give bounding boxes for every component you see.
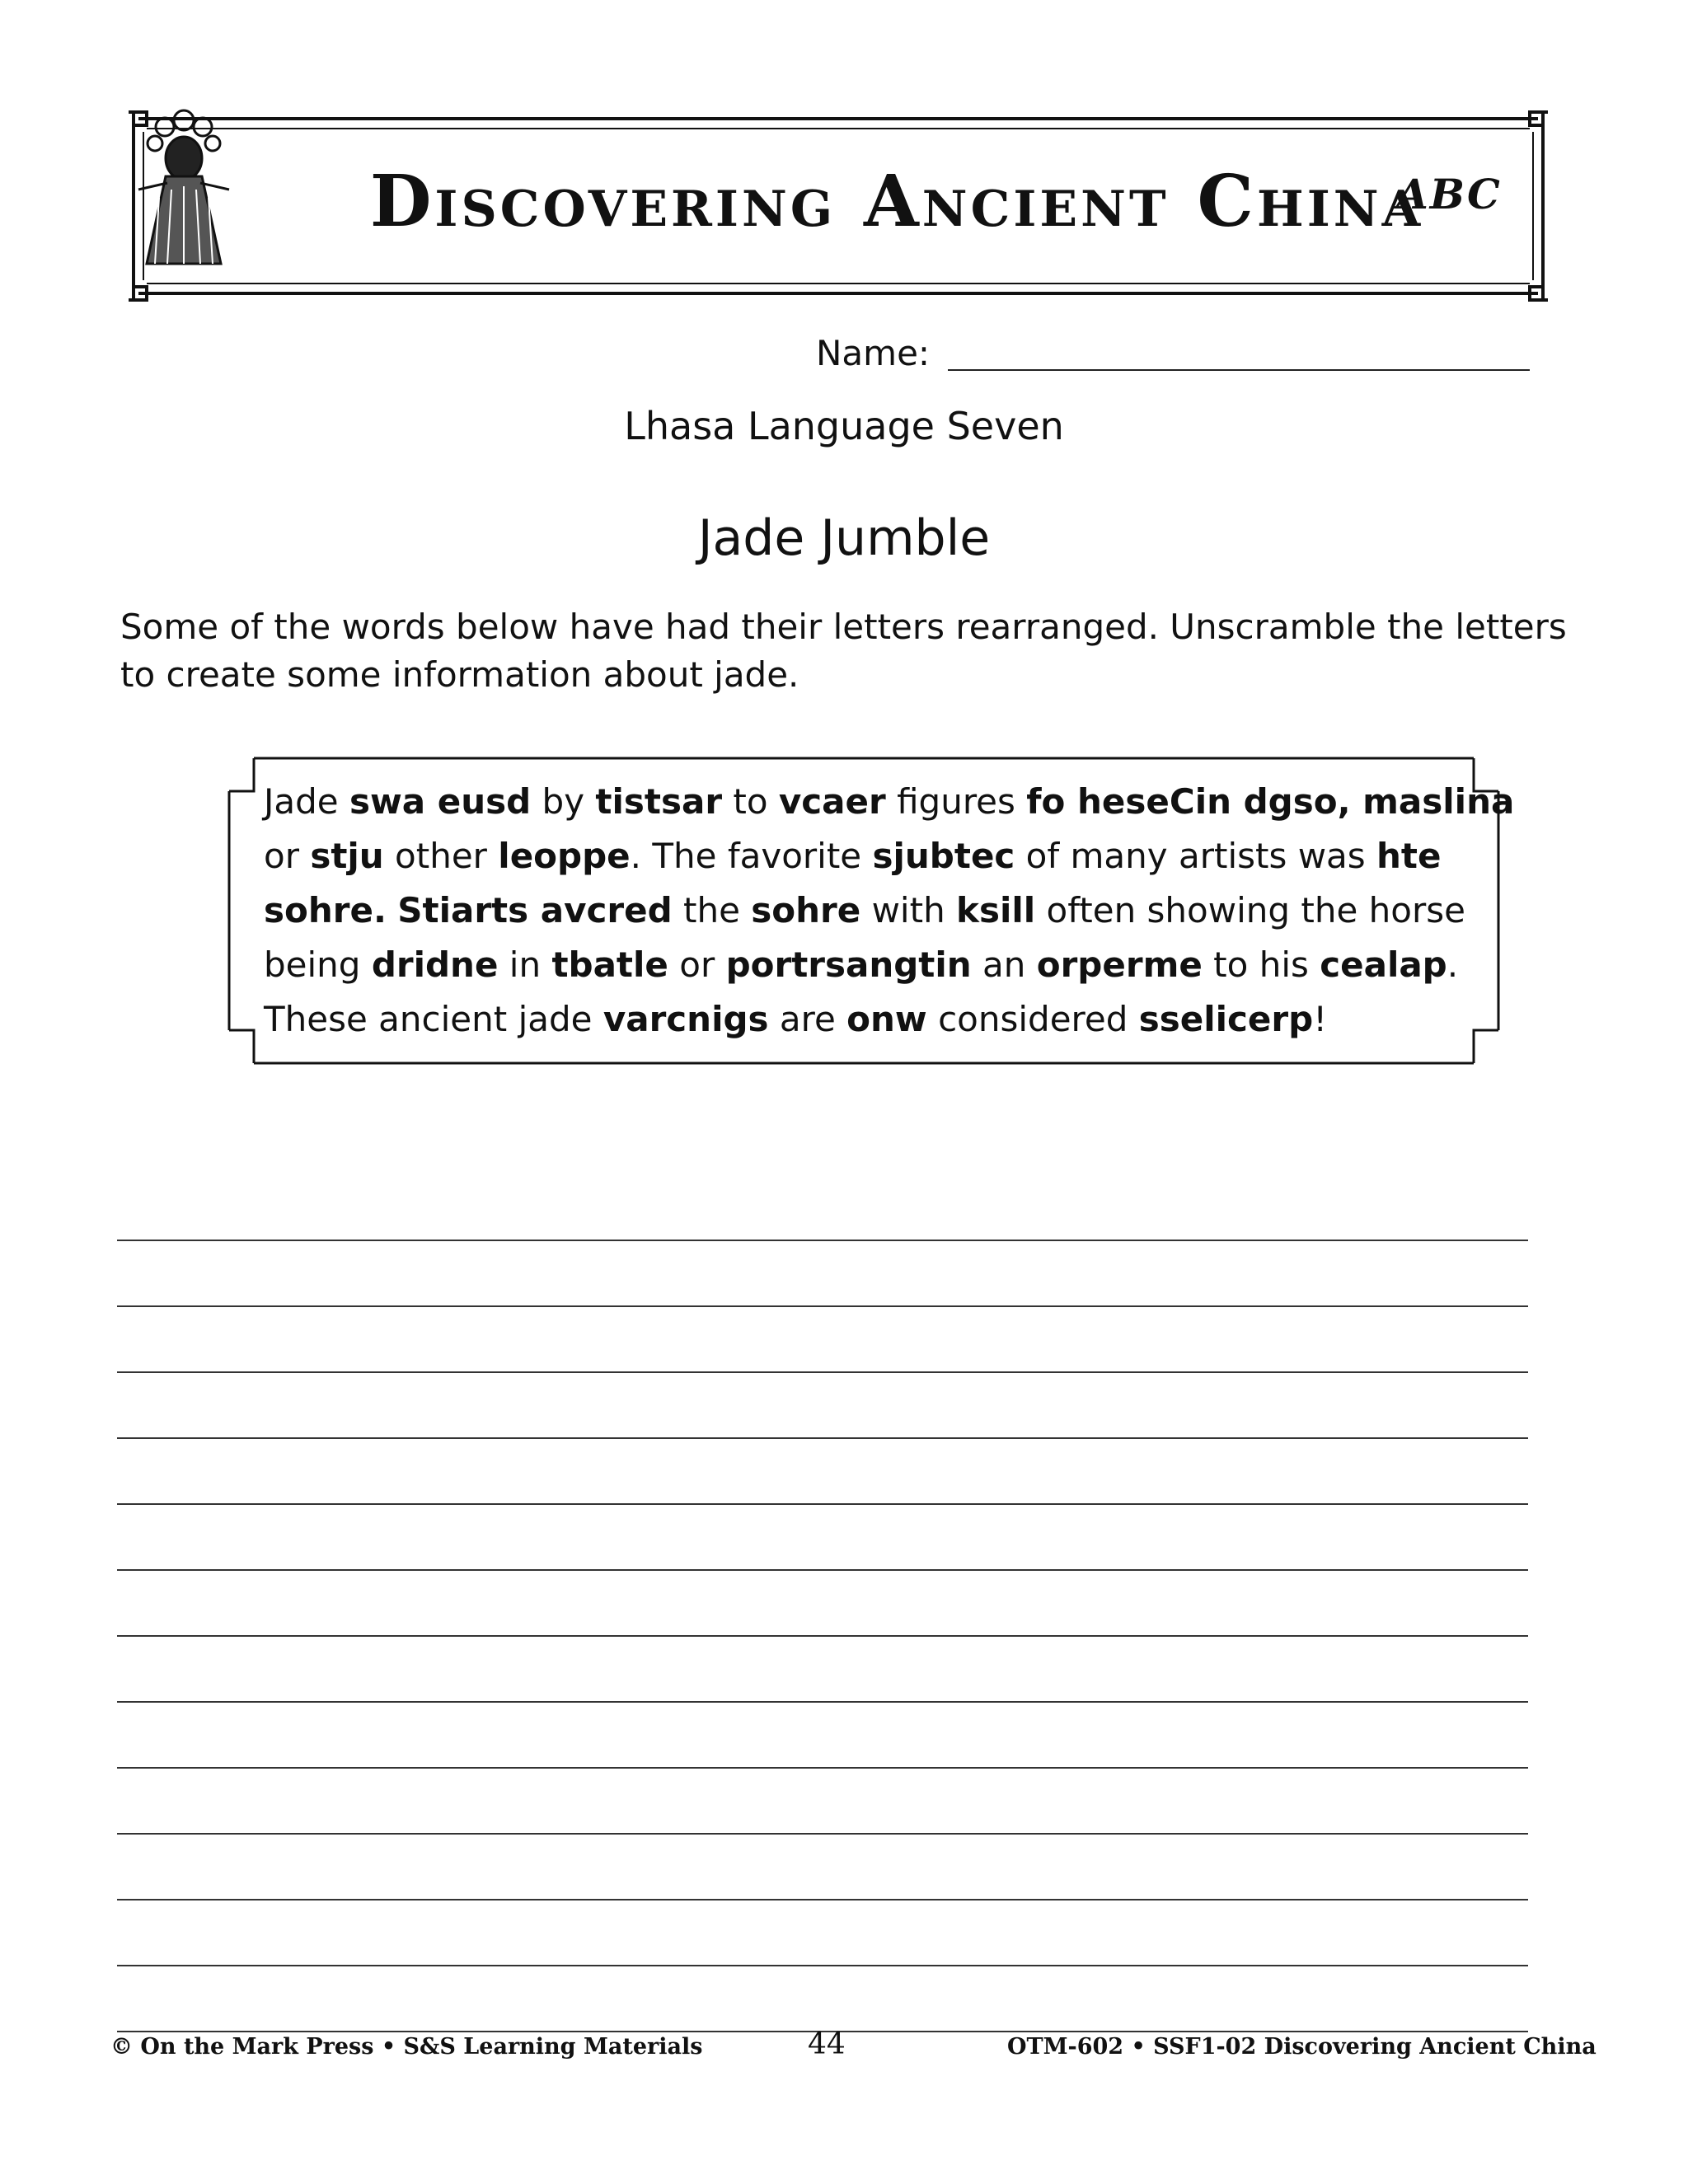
scrambled-word: onw [846,999,927,1039]
scrambled-word: swa eusd [349,781,532,822]
passage-text: are [768,999,847,1039]
passage-text: the [672,890,752,930]
answer-lines[interactable] [117,1175,1528,2032]
scrambled-word: sjubtec [872,836,1015,876]
passage-text: other [383,836,499,876]
subtitle: Lhasa Language Seven [624,404,1064,448]
passage-text: . These ancient jade [264,944,1459,1039]
passage-text: to his [1202,944,1320,985]
scrambled-word: tbatle [551,944,668,985]
passage-text: figures [885,781,1027,822]
passage-text: of many artists was [1015,836,1377,876]
answer-line[interactable] [117,1505,1528,1571]
answer-line[interactable] [117,1571,1528,1637]
scrambled-word: cealap [1320,944,1447,985]
passage-text: with [860,890,957,930]
answer-line[interactable] [117,1703,1528,1769]
answer-line[interactable] [117,1175,1528,1241]
scrambled-word: varcnigs [603,999,769,1039]
passage-text: considered [926,999,1139,1039]
answer-line[interactable] [117,1307,1528,1373]
scrambled-word: leoppe [498,836,631,876]
name-field[interactable] [948,369,1530,371]
header-title: Discovering Ancient China [369,160,1424,243]
scrambled-passage [264,775,1517,1047]
passage-text: an [971,944,1037,985]
footer-copyright: © On the Mark Press • S&S Learning Materials [110,2034,703,2060]
passage-text: to [722,781,779,822]
passage-text: or [264,836,311,876]
scrambled-word: hte sohre. [264,836,1442,930]
passage-text: ! [1313,999,1328,1039]
answer-line[interactable] [117,1373,1528,1439]
passage-text: often showing the horse being [264,890,1465,985]
answer-line[interactable] [117,1637,1528,1703]
scrambled-word: stju [310,836,384,876]
answer-line[interactable] [117,1439,1528,1505]
footer-product-code: OTM-602 • SSF1-02 Discovering Ancient China [1007,2034,1597,2060]
scrambled-word: orperme [1036,944,1203,985]
scrambled-word: ksill [956,890,1036,930]
scrambled-word: vcaer [778,781,886,822]
passage-text [387,890,397,930]
answer-line[interactable] [117,1966,1528,2032]
opera-figure-icon [122,107,246,272]
answer-line[interactable] [117,1835,1528,1900]
page-number: 44 [808,2027,846,2061]
instructions: Some of the words below have had their letters rearranged. Unscramble the letters to create some information about jade. [120,607,1567,695]
passage-text: or [668,944,726,985]
passage-text: Jade [264,781,349,822]
name-label: Name: [816,333,931,373]
passage-text: . The favorite [630,836,873,876]
scrambled-word: Stiarts avcred [397,890,673,930]
scrambled-word: fo heseCin dgso, maslina [1026,781,1515,822]
scrambled-word: portrsangtin [725,944,972,985]
passage-text: by [531,781,596,822]
scrambled-word: sohre [751,890,861,930]
header-banner [122,107,1554,305]
scrambled-word: sselicerp [1138,999,1314,1039]
scrambled-word: dridne [371,944,499,985]
answer-line[interactable] [117,1769,1528,1835]
answer-line[interactable] [117,1900,1528,1966]
scrambled-word: tistsar [595,781,723,822]
worksheet-title: Jade Jumble [697,509,991,567]
answer-line[interactable] [117,1241,1528,1307]
passage-text: in [498,944,552,985]
abc-badge: ABC [1396,170,1502,218]
